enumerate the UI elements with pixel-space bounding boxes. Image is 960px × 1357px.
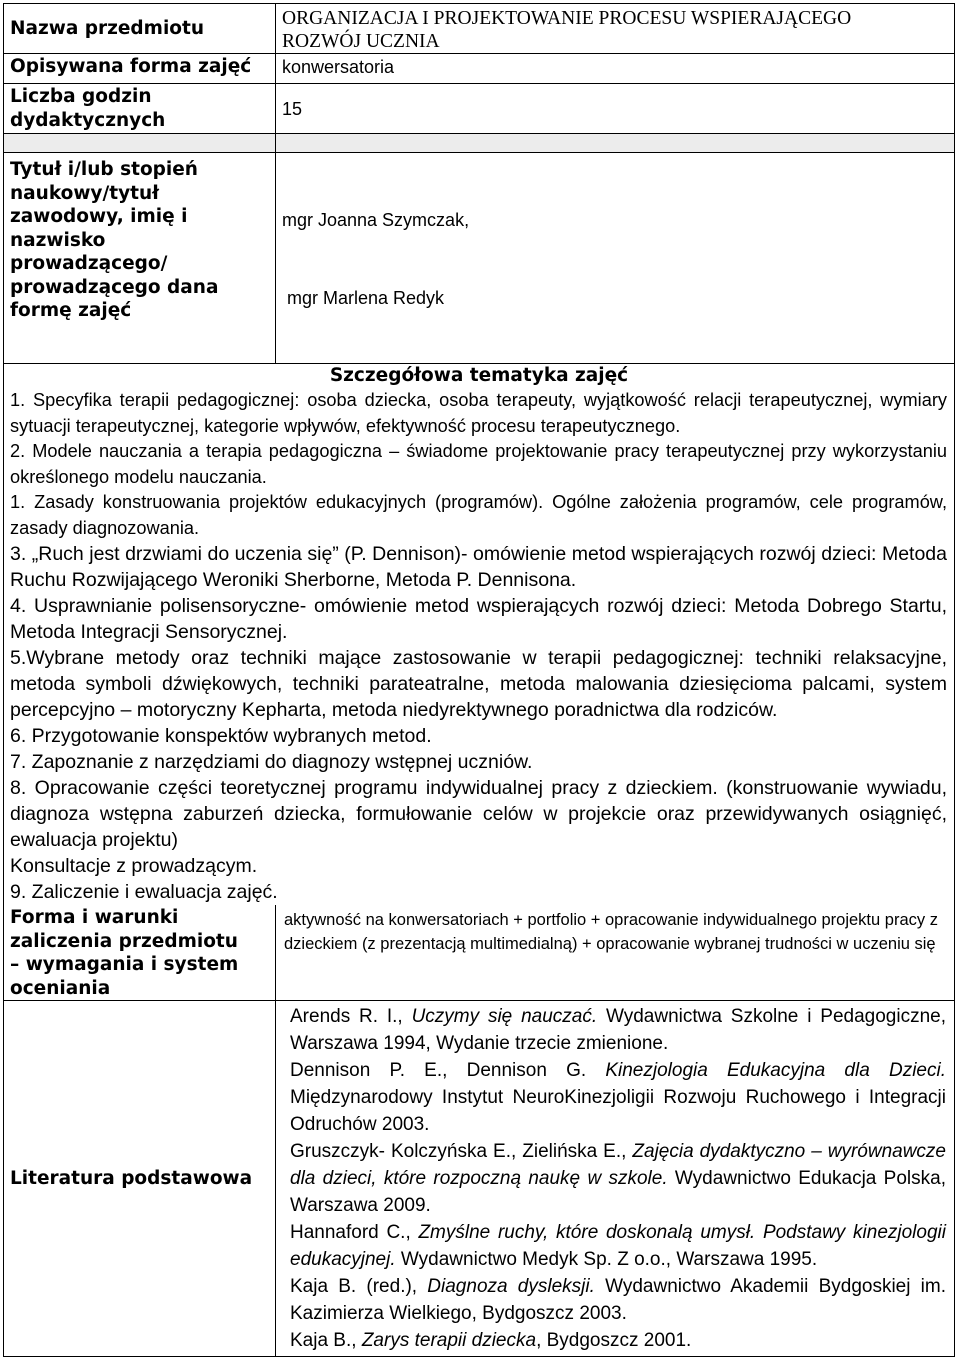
- form-label-text: Opisywana forma zajęć: [10, 56, 252, 77]
- assessment-value: [276, 905, 955, 1001]
- topic-item: 1. Zasady konstruowania projektów edukacyjnych (programów). Ogólne założenia programów, cele programów, zasady diagnozowania.: [10, 492, 947, 538]
- lit-publisher: Wydawnictwo Medyk Sp. Z o.o., Warszawa 1995.: [395, 1249, 818, 1270]
- teacher-label-line: Tytuł i/lub stopień: [10, 159, 198, 180]
- subject-row: [4, 4, 955, 54]
- subject-label-text: Nazwa przedmiotu: [10, 18, 205, 40]
- literature-entry: [290, 1327, 946, 1354]
- teacher-value: [276, 153, 955, 364]
- topic-item: Konsultacje z prowadzącym.: [10, 855, 258, 877]
- hours-value-text: 15: [282, 99, 303, 119]
- subject-label: [4, 4, 276, 54]
- subject-value-line2: ROZWÓJ UCZNIA: [282, 31, 440, 52]
- lit-publisher: , Bydgoszcz 2001.: [536, 1330, 692, 1351]
- spacer-cell-left: [4, 134, 276, 153]
- literature-entry: [290, 1219, 946, 1273]
- topic-item: 2. Modele nauczania a terapia pedagogiczna – świadome projektowanie pracy terapeutycznej przy wykorzystaniu określonego modelu nauczania.: [10, 441, 947, 487]
- teacher-label-line: formę zajęć: [10, 300, 132, 321]
- literature-label-text: Literatura podstawowa: [10, 1168, 253, 1190]
- assessment-label-line: – wymagania i system: [10, 954, 239, 975]
- assessment-label-line: oceniania: [10, 977, 111, 999]
- topics-list: [4, 388, 954, 905]
- lit-author: Hannaford C.,: [290, 1222, 419, 1243]
- literature-list: [276, 1001, 955, 1357]
- lit-author: Arends R. I.,: [290, 1006, 412, 1027]
- lit-publisher: Wydawnictwo Akademii Bydgoskiej im. Kazimierza Wielkiego, Bydgoszcz 2003.: [290, 1276, 946, 1324]
- teacher-label-line: prowadzącego/: [10, 253, 168, 274]
- topic-item: 9. Zaliczenie i ewaluacja zajęć.: [10, 881, 278, 903]
- details-row: [4, 364, 955, 906]
- details-cell: [4, 364, 955, 906]
- lit-author: Kaja B.,: [290, 1330, 362, 1351]
- lit-title: Zarys terapii dziecka: [361, 1330, 537, 1351]
- lit-publisher: Międzynarodowy Instytut NeuroKinezjoligii Rozwoju Ruchowego i Integracji Odruchów 2003.: [290, 1087, 946, 1135]
- teacher-row: [4, 153, 955, 364]
- lit-author: Dennison P. E., Dennison G.: [290, 1060, 606, 1081]
- teacher-label: [4, 153, 276, 364]
- literature-row: [4, 1001, 955, 1357]
- literature-entry: [290, 1057, 946, 1138]
- hours-label: [4, 84, 276, 134]
- topic-item: 4. Usprawnianie polisensoryczne- omówienie metod wspierających rozwój dzieci: Metoda Dobrego Startu, Metoda Integracji Sensorycznej.: [10, 595, 947, 643]
- topic-item: 1. Specyfika terapii pedagogicznej: osoba dziecka, osoba terapeuty, wyjątkowość relacji terapeutycznej, wymiary sytuacji terapeutycznej, kategorie wpływów, efektywność procesu terapeutycznego.: [10, 390, 947, 436]
- lit-publisher: Wydawnictwo Edukacja Polska, Warszawa 2009.: [290, 1168, 946, 1216]
- topic-item: 5.Wybrane metody oraz techniki mające zastosowanie w terapii pedagogicznej: techniki relaksacyjne, metoda symboli dźwiękowych, techniki parateatralne, metoda malowania dziesięcioma palcami, system percepcyjno – motoryczny Kepharta, metoda niedyrektywnego poradnictwa dla rodziców.: [10, 647, 947, 721]
- lit-title: Uczymy się nauczać.: [411, 1006, 598, 1027]
- hours-value: [276, 84, 955, 134]
- topic-item: 6. Przygotowanie konspektów wybranych metod.: [10, 725, 432, 747]
- form-label: [4, 54, 276, 84]
- syllabus-sheet: [3, 3, 954, 1357]
- hours-row: [4, 84, 955, 134]
- hours-label-line1: Liczba godzin: [10, 86, 152, 107]
- assessment-label-line: zaliczenia przedmiotu: [10, 930, 238, 952]
- teacher-label-line: naukowy/tytuł: [10, 182, 160, 204]
- form-row: [4, 54, 955, 84]
- lit-title: Diagnoza dysleksji.: [427, 1276, 595, 1297]
- subject-value-line1: ORGANIZACJA I PROJEKTOWANIE PROCESU WSPIERAJĄCEGO: [282, 8, 852, 29]
- assessment-value-text: aktywność na konwersatoriach + portfolio + opracowanie indywidualnego projektu pracy z dzieckiem (z prezentacją multimedialną) + opracowanie wybranej trudności w uczeniu się: [284, 911, 938, 953]
- teacher-label-line: prowadzącego dana: [10, 276, 219, 298]
- assessment-row: [4, 905, 955, 1001]
- spacer-cell-right: [276, 134, 955, 153]
- literature-label: [4, 1001, 276, 1357]
- topic-item: 8. Opracowanie części teoretycznej programu indywidualnej pracy z dzieckiem. (konstruowanie wywiadu, diagnoza wstępna zaburzeń dziecka, formułowanie celów w projekcie oraz przewidywanych osiągnięć, ewaluacja projektu): [10, 777, 947, 851]
- lit-author: Gruszczyk- Kolczyńska E., Zielińska E.,: [290, 1141, 633, 1162]
- hours-label-line2: dydaktycznych: [10, 109, 166, 131]
- literature-entry: [290, 1003, 946, 1057]
- teacher-name-1: mgr Joanna Szymczak,: [282, 210, 470, 230]
- lit-title: Zmyślne ruchy, które doskonalą umysł. Podstawy kinezjologii edukacyjnej.: [290, 1222, 946, 1270]
- spacer-row: [4, 134, 955, 153]
- lit-publisher: Wydawnictwa Szkolne i Pedagogiczne, Warszawa 1994, Wydanie trzecie zmienione.: [290, 1006, 946, 1054]
- teacher-label-line: zawodowy, imię i: [10, 206, 188, 227]
- lit-title: Zajęcia dydaktyczno – wyrównawcze dla dzieci, które rozpoczną naukę w szkole.: [290, 1141, 946, 1189]
- subject-value: [276, 4, 955, 54]
- topic-item: 3. „Ruch jest drzwiami do uczenia się” (P. Dennison)- omówienie metod wspierających rozwój dzieci: Metoda Ruchu Rozwijającego Weroniki Sherborne, Metoda P. Dennisona.: [10, 543, 947, 591]
- syllabus-table: [3, 3, 955, 1357]
- details-heading: Szczegółowa tematyka zajęć: [329, 365, 629, 386]
- literature-entry: [290, 1138, 946, 1219]
- teacher-label-line: nazwisko: [10, 229, 106, 251]
- literature-entry: [290, 1273, 946, 1327]
- form-value-text: konwersatoria: [282, 57, 395, 77]
- teacher-name-2: mgr Marlena Redyk: [282, 288, 445, 308]
- lit-title: Kinezjologia Edukacyjna dla Dzieci.: [605, 1060, 946, 1081]
- assessment-label: [4, 905, 276, 1001]
- topic-item: 7. Zapoznanie z narzędziami do diagnozy wstępnej uczniów.: [10, 751, 533, 773]
- assessment-label-line: Forma i warunki: [10, 907, 179, 928]
- lit-author: Kaja B. (red.),: [290, 1276, 428, 1297]
- form-value: [276, 54, 955, 84]
